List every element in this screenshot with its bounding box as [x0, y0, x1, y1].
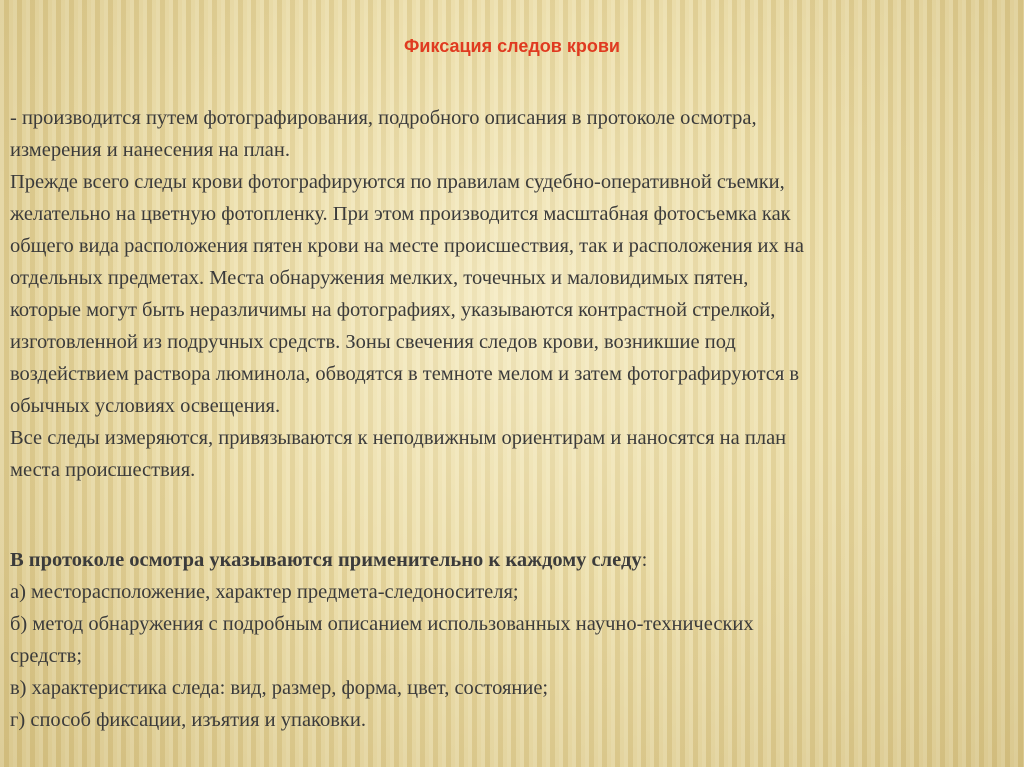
list-item-d: г) способ фиксации, изъятия и упаковки.: [10, 709, 366, 731]
list-heading-text: В протоколе осмотра указываются применительно к каждому следу: [10, 549, 642, 571]
slide-title: Фиксация следов крови: [404, 36, 620, 56]
slide-body: [10, 102, 1010, 736]
spacer: [10, 486, 1010, 544]
list-item-c: в) характеристика следа: вид, размер, форма, цвет, состояние;: [10, 677, 549, 699]
list-heading-colon: :: [641, 549, 648, 571]
paragraph-measurement: Все следы измеряются, привязываются к неподвижным ориентирам и наносятся на план места происшествия.: [10, 427, 787, 481]
paragraph-intro: - производится путем фотографирования, подробного описания в протоколе осмотра, измерения и нанесения на план.: [10, 107, 757, 161]
list-heading: [10, 544, 1010, 576]
list-item-b: б) метод обнаружения с подробным описанием использованных научно-технических средств;: [10, 613, 754, 667]
list-item-a: а) месторасположение, характер предмета-следоносителя;: [10, 581, 519, 603]
paragraph-photography: Прежде всего следы крови фотографируются по правилам судебно-оперативной съемки, желательно на цветную фотопленку. При этом производится масштабная фотосъемка как общего вида расположения пятен крови на месте происшествия, так и расположения их на отдельных предметах. Места обнаружения мелких, точечных и маловидимых пятен, которые могут быть неразличимы на фотографиях, указываются контрастной стрелкой, изготовленной из подручных средств. Зоны свечения следов крови, возникшие под воздействием раствора люминола, обводятся в темноте мелом и затем фотографируются в обычных условиях освещения.: [10, 171, 804, 417]
